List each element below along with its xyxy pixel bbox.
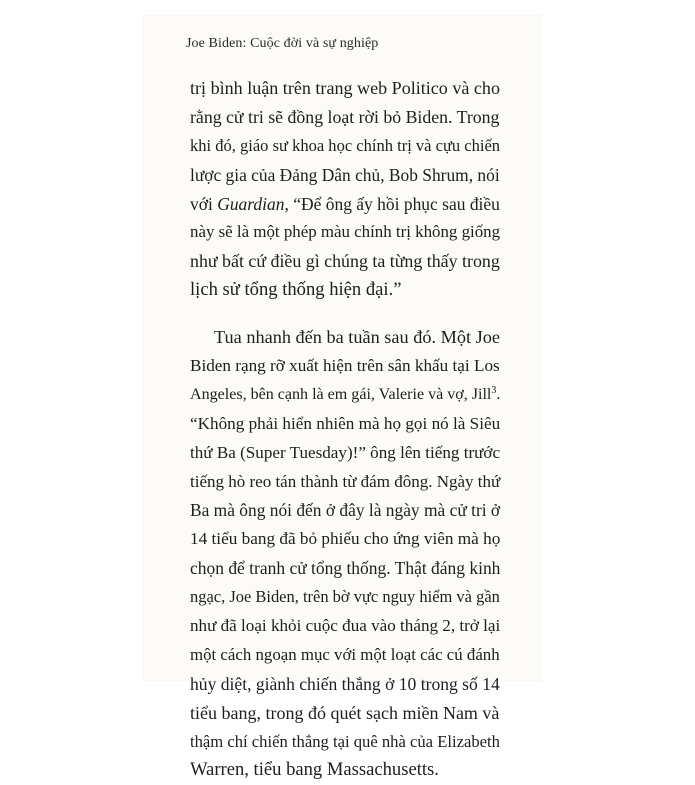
text-fragment: với xyxy=(190,193,213,214)
text-line: thứ Ba (Super Tuesday)!” ông lên tiếng trước xyxy=(190,442,501,462)
text-line: lược gia của Đảng Dân chủ, Bob Shrum, nói xyxy=(190,164,500,185)
italic-publication-name: Guardian xyxy=(217,193,285,214)
text-line: lịch sử tổng thống hiện đại.” xyxy=(190,279,402,301)
page-body-text xyxy=(190,74,500,785)
running-header: Joe Biden: Cuộc đời và sự nghiệp xyxy=(186,36,379,51)
text-line: này sẽ là một phép màu chính trị không giống xyxy=(190,222,501,242)
text-line: một cách ngoạn mục với một loạt các cú đánh xyxy=(190,644,500,664)
text-line: như bất cứ điều gì chúng ta từng thấy trong xyxy=(190,251,500,272)
text-line: Warren, tiểu bang Massachusetts. xyxy=(190,759,439,781)
paragraph-2 xyxy=(190,323,500,785)
text-line: trị bình luận trên trang web Politico và cho xyxy=(190,78,500,98)
text-line xyxy=(190,190,500,219)
book-page xyxy=(144,16,540,781)
paragraph-1 xyxy=(190,74,500,305)
text-line: Tua nhanh đến ba tuần sau đó. Một Joe xyxy=(214,327,500,348)
text-line: Ba mà ông nói đến ở đây là ngày mà cử tri ở xyxy=(190,500,501,521)
text-fragment: , “Để ông ấy hồi phục sau điều xyxy=(284,193,500,214)
text-line: ngạc, Joe Biden, trên bờ vực nguy hiểm và gần xyxy=(190,587,500,607)
text-line: hủy diệt, giành chiến thắng ở 10 trong số 14 xyxy=(190,673,500,694)
footnote-marker[interactable]: 3 xyxy=(491,384,497,396)
text-line: như đã loại khỏi cuộc đua vào tháng 2, trở lại xyxy=(190,616,501,636)
text-line: Biden rạng rỡ xuất hiện trên sân khấu tại Los xyxy=(190,356,500,376)
text-line: 14 tiểu bang đã bỏ phiếu cho ứng viên mà họ xyxy=(190,529,501,549)
text-fragment: Angeles, bên cạnh là em gái, Valerie và vợ, Jill xyxy=(190,385,492,403)
text-line: chọn để tranh cử tổng thống. Thật đáng kinh xyxy=(190,558,501,579)
text-line: “Không phải hiển nhiên mà họ gọi nó là Siêu xyxy=(190,413,501,433)
text-line: tiếng hò reo tán thành từ đám đông. Ngày thứ xyxy=(190,471,501,491)
text-fragment: . xyxy=(496,385,501,403)
text-line: thậm chí chiến thắng tại quê nhà của Elizabeth xyxy=(190,731,500,751)
text-line xyxy=(190,381,500,410)
text-line: rằng cử tri sẽ đồng loạt rời bỏ Biden. Trong xyxy=(190,106,500,127)
text-line: tiểu bang, trong đó quét sạch miền Nam và xyxy=(190,702,500,723)
paragraph-gap xyxy=(190,305,500,323)
text-line: khi đó, giáo sư khoa học chính trị và cựu chiến xyxy=(190,135,501,155)
